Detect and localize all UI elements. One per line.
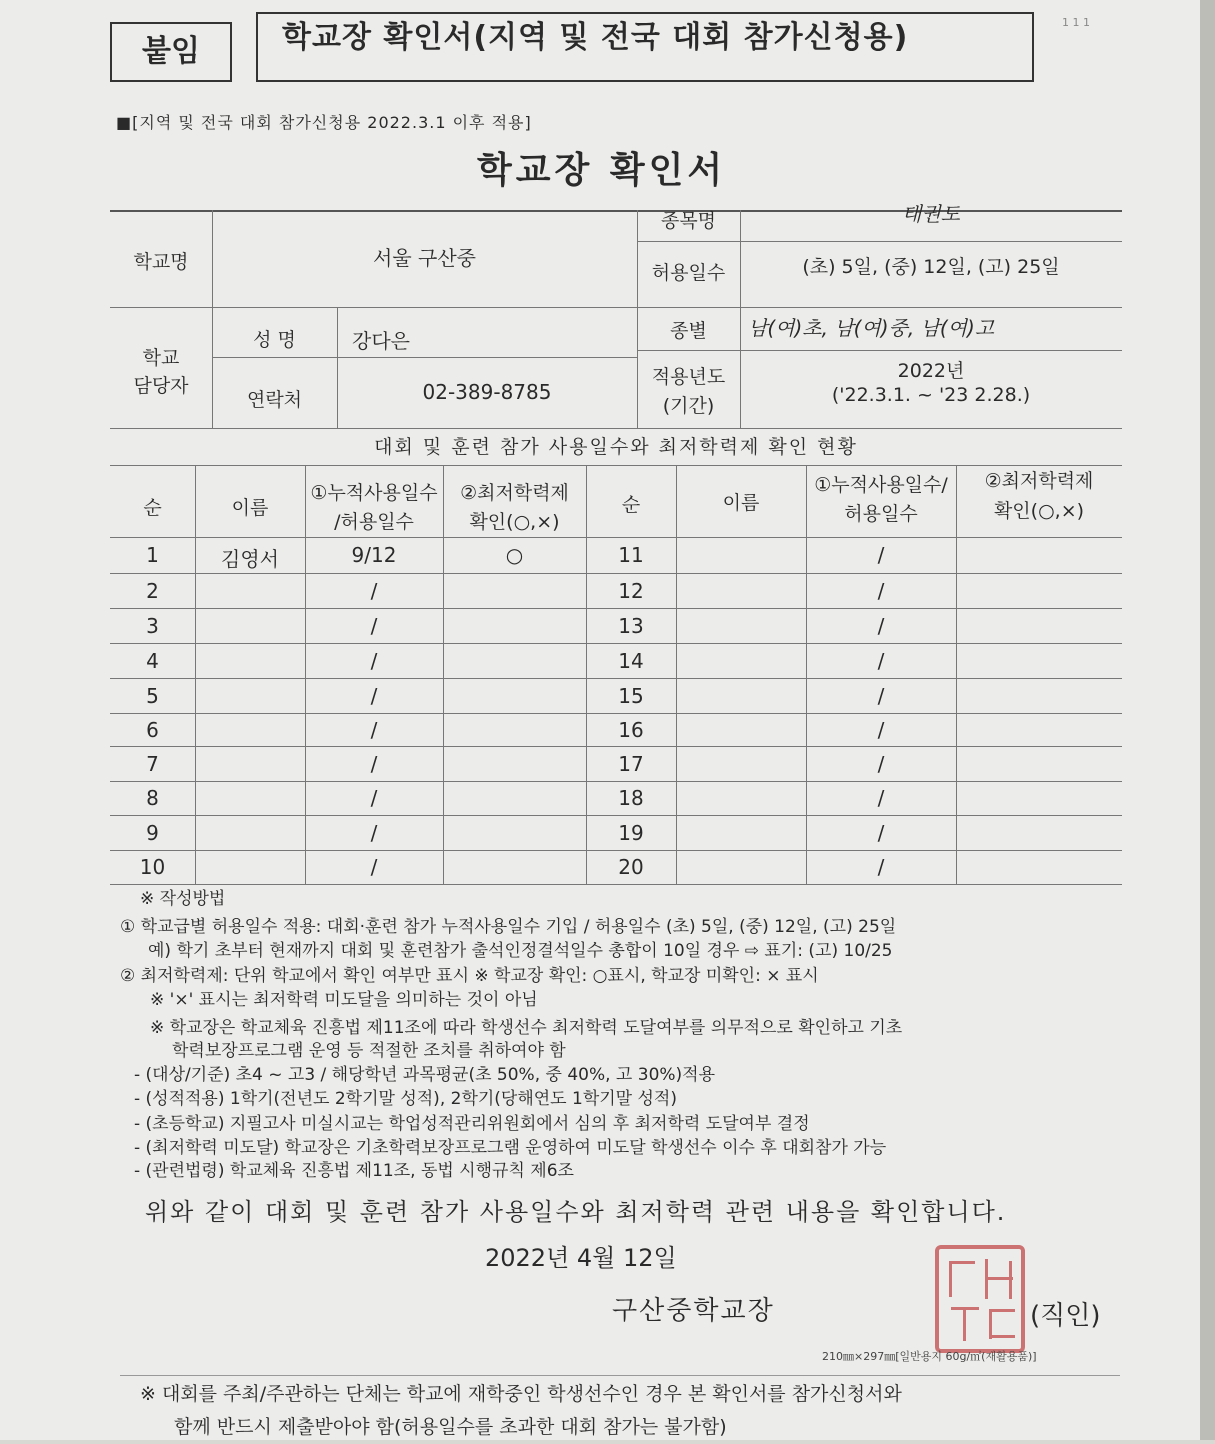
column-divider bbox=[956, 465, 957, 884]
right-row-number: 14 bbox=[618, 649, 644, 673]
right-used-days: / bbox=[877, 649, 885, 673]
note-item: - (초등학교) 지필고사 미실시교는 학업성적관리위원회에서 심의 후 최저학력 도달여부 결정 bbox=[134, 1114, 810, 1134]
right-row-number: 15 bbox=[618, 684, 644, 708]
info-divider bbox=[110, 428, 1122, 429]
column-divider bbox=[443, 465, 444, 884]
right-used-days: / bbox=[877, 718, 885, 742]
right-row-number: 18 bbox=[618, 786, 644, 810]
row-divider bbox=[110, 746, 1122, 747]
column-divider bbox=[195, 465, 196, 884]
status-title: 대회 및 훈련 참가 사용일수와 최저학력제 확인 현황 bbox=[374, 436, 858, 458]
page-title: 학교장 확인서 bbox=[477, 150, 727, 191]
note-item: ※ '×' 표시는 최저학력 미도달을 의미하는 것이 아님 bbox=[150, 990, 538, 1010]
left-row-number: 7 bbox=[146, 752, 159, 776]
note-item: ※ 학교장은 학교체육 진흥법 제11조에 따라 학생선수 최저학력 도달여부를 의무적으로 확인하고 기초 bbox=[150, 1018, 903, 1038]
school-value: 서울 구산중 bbox=[373, 246, 476, 270]
seal-label: (직인) bbox=[1030, 1301, 1101, 1331]
left-row-number: 4 bbox=[146, 649, 159, 673]
gender-label: 종별 bbox=[670, 320, 707, 342]
left-row-number: 6 bbox=[146, 718, 159, 742]
right-row-number: 11 bbox=[618, 543, 644, 567]
days-value: (초) 5일, (중) 12일, (고) 25일 bbox=[802, 256, 1060, 278]
col-header-no-right: 순 bbox=[621, 494, 641, 516]
right-row-number: 19 bbox=[618, 821, 644, 845]
col-header-days-right-line2: 허용일수 bbox=[844, 503, 918, 525]
right-used-days: / bbox=[877, 684, 885, 708]
apply-note: ■[지역 및 전국 대회 참가신청용 2022.3.1 이후 적용] bbox=[116, 113, 532, 132]
row-divider bbox=[110, 678, 1122, 679]
note-item: - (관련법령) 학교체육 진흥법 제11조, 동법 시행규칙 제6조 bbox=[134, 1161, 574, 1181]
col-header-days-right-line1: ①누적사용일수/ bbox=[814, 474, 948, 496]
attachment-tag: 붙임 bbox=[110, 22, 232, 82]
footer-note bbox=[140, 1378, 902, 1444]
info-divider bbox=[212, 357, 637, 358]
right-row-number: 20 bbox=[618, 855, 644, 879]
left-used-days: / bbox=[370, 855, 378, 879]
note-item: ① 학교급별 허용일수 적용: 대회·훈련 참가 누적사용일수 기입 / 허용일수 (초) 5일, (중) 12일, (고) 25일 bbox=[120, 917, 897, 937]
right-used-days: / bbox=[877, 579, 885, 603]
info-divider bbox=[637, 350, 1122, 351]
left-used-days: / bbox=[370, 821, 378, 845]
gender-value: 남(여)초, 남(여)중, 남(여)고 bbox=[748, 316, 995, 340]
year-value-line1: 2022년 bbox=[897, 360, 965, 382]
row-divider bbox=[110, 643, 1122, 644]
right-used-days: / bbox=[877, 543, 885, 567]
left-row-number: 5 bbox=[146, 684, 159, 708]
right-row-number: 17 bbox=[618, 752, 644, 776]
note-item: 학력보장프로그램 운영 등 적절한 조치를 취하여야 함 bbox=[172, 1041, 566, 1061]
name-label: 성 명 bbox=[253, 329, 296, 351]
right-used-days: / bbox=[877, 821, 885, 845]
footer-line: ※ 대회를 주최/주관하는 단체는 학교에 재학중인 학생선수인 경우 본 확인서를 참가신청서와 bbox=[140, 1383, 902, 1405]
row-divider bbox=[110, 713, 1122, 714]
left-used-days: / bbox=[370, 718, 378, 742]
left-student-name: 김영서 bbox=[221, 547, 279, 571]
left-row-number: 9 bbox=[146, 821, 159, 845]
left-used-days: / bbox=[370, 786, 378, 810]
col-header-days-left-line2: /허용일수 bbox=[334, 511, 414, 533]
event-label: 종목명 bbox=[660, 210, 717, 232]
col-header-min-left-line2: 확인(○,×) bbox=[469, 511, 560, 533]
info-divider bbox=[337, 307, 338, 428]
row-divider bbox=[110, 608, 1122, 609]
official-seal-icon bbox=[935, 1245, 1025, 1353]
left-used-days: / bbox=[370, 684, 378, 708]
row-divider bbox=[110, 815, 1122, 816]
info-divider bbox=[637, 241, 1122, 242]
document-header-title: 학교장 확인서(지역 및 전국 대회 참가신청용) bbox=[256, 12, 1034, 82]
confirmation-statement: 위와 같이 대회 및 훈련 참가 사용일수와 최저학력 관련 내용을 확인합니다. bbox=[145, 1198, 1007, 1226]
note-item: - (성적적용) 1학기(전년도 2학기말 성적), 2학기(당해연도 1학기말 성적) bbox=[134, 1089, 677, 1109]
name-value: 강다은 bbox=[352, 329, 410, 353]
manager-label-line1: 학교 bbox=[142, 347, 180, 369]
left-row-number: 3 bbox=[146, 614, 159, 638]
year-label-line1: 적용년도 bbox=[651, 366, 726, 388]
left-row-number: 1 bbox=[146, 543, 159, 567]
right-used-days: / bbox=[877, 855, 885, 879]
right-used-days: / bbox=[877, 752, 885, 776]
left-used-days: 9/12 bbox=[351, 543, 397, 567]
col-header-days-left-line1: ①누적사용일수 bbox=[310, 482, 438, 504]
row-divider bbox=[110, 781, 1122, 782]
right-used-days: / bbox=[877, 786, 885, 810]
left-used-days: / bbox=[370, 649, 378, 673]
right-used-days: / bbox=[877, 614, 885, 638]
left-min-academic-check: ○ bbox=[505, 543, 524, 567]
event-value: 태권도 bbox=[902, 202, 960, 226]
col-header-no-left: 순 bbox=[143, 497, 162, 519]
corner-mark: 1 1 1 bbox=[1062, 16, 1090, 29]
year-value-line2: ('22.3.1. ~ '23 2.28.) bbox=[831, 384, 1031, 406]
col-header-min-left-line1: ②최저학력제 bbox=[460, 482, 569, 504]
footer-divider bbox=[120, 1375, 1120, 1376]
contact-label: 연락처 bbox=[246, 389, 303, 411]
col-header-name-left: 이름 bbox=[231, 497, 269, 519]
footer-line: 함께 반드시 제출받아야 함(허용일수를 초과한 대회 참가는 불가함) bbox=[174, 1416, 727, 1438]
right-row-number: 16 bbox=[618, 718, 644, 742]
days-label: 허용일수 bbox=[651, 262, 726, 284]
status-table-bottom-border bbox=[110, 884, 1122, 885]
right-row-number: 12 bbox=[618, 579, 644, 603]
paper-spec: 210㎜×297㎜[일반용지 60g/㎡(재활용품)] bbox=[822, 1350, 1037, 1363]
left-row-number: 10 bbox=[139, 855, 166, 879]
row-divider bbox=[110, 573, 1122, 574]
column-divider bbox=[676, 465, 677, 884]
col-header-min-right-line2: 확인(○,×) bbox=[993, 500, 1085, 522]
note-item: - (최저학력 미도달) 학교장은 기초학력보장프로그램 운영하여 미도달 학생선수 이수 후 대회참가 가능 bbox=[134, 1138, 887, 1158]
left-used-days: / bbox=[370, 614, 378, 638]
issue-date: 2022년 4월 12일 bbox=[485, 1244, 677, 1272]
note-heading: ※ 작성방법 bbox=[140, 889, 226, 909]
right-row-number: 13 bbox=[618, 614, 644, 638]
left-row-number: 2 bbox=[146, 579, 159, 603]
manager-label-line2: 담당자 bbox=[133, 375, 189, 397]
left-used-days: / bbox=[370, 579, 378, 603]
info-divider bbox=[110, 307, 1122, 308]
year-label-line2: (기간) bbox=[662, 395, 715, 417]
left-used-days: / bbox=[370, 752, 378, 776]
school-label: 학교명 bbox=[133, 251, 189, 273]
note-item: ② 최저학력제: 단위 학교에서 확인 여부만 표시 ※ 학교장 확인: ○표시, 학교장 미확인: × 표시 bbox=[120, 966, 819, 986]
note-item: - (대상/기준) 초4 ~ 고3 / 해당학년 과목평균(초 50%, 중 40%, 고 30%)적용 bbox=[134, 1065, 716, 1085]
col-header-name-right: 이름 bbox=[722, 492, 760, 514]
status-header-divider bbox=[110, 537, 1122, 538]
row-divider bbox=[110, 850, 1122, 851]
signer-title: 구산중학교장 bbox=[612, 1296, 775, 1326]
note-item: 예) 학기 초부터 현재까지 대회 및 훈련참가 출석인정결석일수 총합이 10일 경우 ⇨ 표기: (고) 10/25 bbox=[148, 941, 893, 961]
left-row-number: 8 bbox=[146, 786, 159, 810]
contact-value: 02-389-8785 bbox=[422, 380, 552, 404]
background-edge bbox=[1200, 0, 1215, 1440]
col-header-min-right-line1: ②최저학력제 bbox=[984, 470, 1094, 492]
